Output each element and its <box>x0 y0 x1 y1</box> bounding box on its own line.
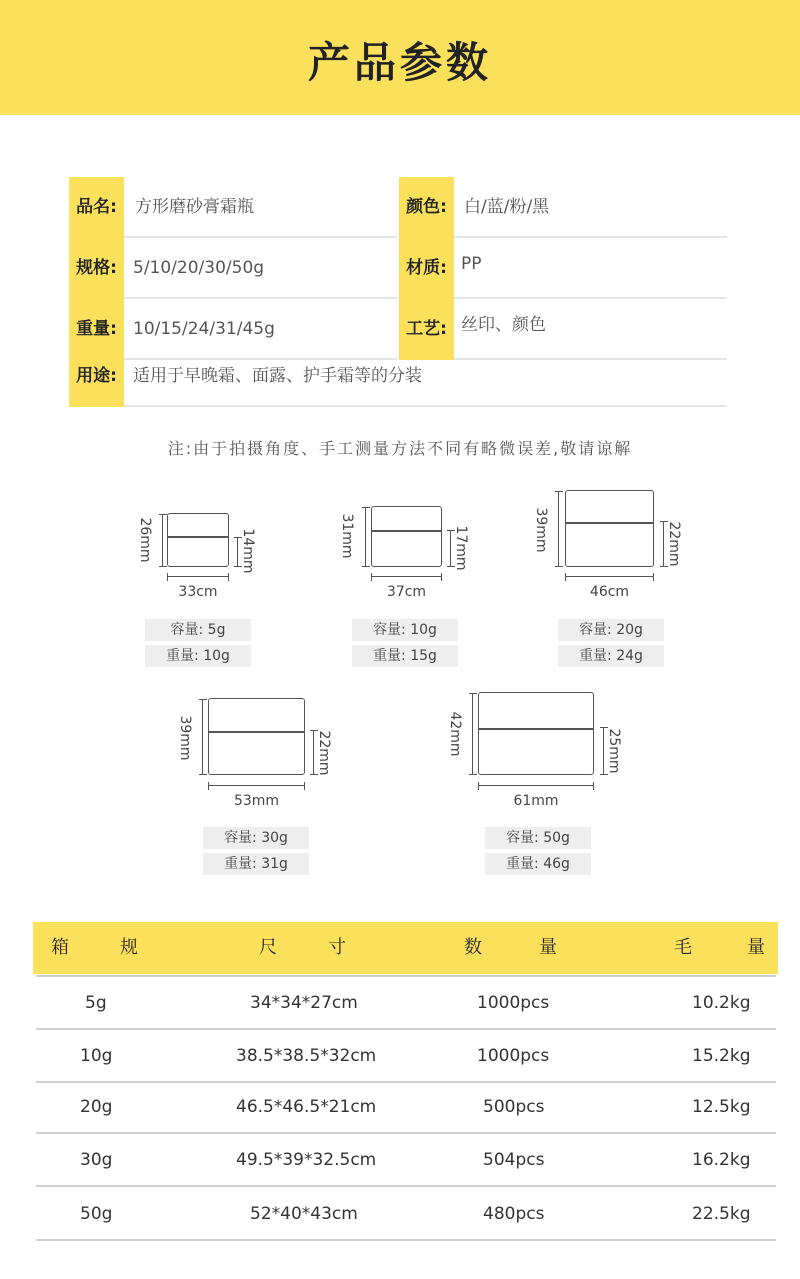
jar-height-label: 39mm <box>177 715 193 761</box>
header-char: 箱 <box>51 937 69 958</box>
cell-gross: 22.5kg <box>692 1204 751 1224</box>
capacity-badge: 容量: 30g <box>203 827 309 849</box>
spec-label-color: 颜色: <box>399 177 454 238</box>
jar-outline <box>478 692 594 775</box>
height-dimension <box>159 514 167 567</box>
jar-lid-line <box>479 728 593 730</box>
spec-value-name: 方形磨砂膏霜瓶 <box>135 197 254 217</box>
weight-badge: 重量: 24g <box>558 645 664 667</box>
jar-width-label: 53mm <box>233 793 280 809</box>
height-dimension <box>199 699 207 775</box>
capacity-badge: 容量: 50g <box>485 827 591 849</box>
cell-spec: 5g <box>85 993 107 1013</box>
cell-size: 49.5*39*32.5cm <box>236 1150 377 1170</box>
packing-table-header <box>33 922 778 974</box>
cell-qty: 1000pcs <box>477 1046 550 1066</box>
spec-value-size: 5/10/20/30/50g <box>133 258 265 278</box>
header-char: 规 <box>120 937 138 958</box>
header-char: 毛 <box>674 937 692 958</box>
jar-outline <box>208 698 305 775</box>
jar-lid-line <box>209 731 304 733</box>
measurement-note: 注:由于拍摄角度、手工测量方法不同有略微误差,敬请谅解 <box>167 439 633 458</box>
spec-value-material: PP <box>461 254 482 274</box>
cell-size: 34*34*27cm <box>250 993 358 1013</box>
jar-lid-line <box>566 522 653 524</box>
jar-lid-label: 17mm <box>453 525 469 571</box>
jar-outline <box>565 490 654 567</box>
capacity-badge: 容量: 10g <box>352 619 458 641</box>
table-row <box>36 977 776 1030</box>
spec-value-use: 适用于早晚霜、面露、护手霜等的分装 <box>133 366 422 386</box>
cell-gross: 16.2kg <box>692 1150 751 1170</box>
jar-outline <box>371 506 442 567</box>
cell-spec: 30g <box>80 1150 113 1170</box>
cell-size: 38.5*38.5*32cm <box>236 1046 377 1066</box>
cell-qty: 504pcs <box>483 1150 545 1170</box>
spec-value-weight: 10/15/24/31/45g <box>133 319 275 339</box>
jar-lid-line <box>372 530 441 532</box>
jar-height-label: 26mm <box>137 517 153 563</box>
header-char: 寸 <box>328 937 346 958</box>
header-char: 数 <box>464 937 482 958</box>
cell-qty: 500pcs <box>483 1097 545 1117</box>
header-char: 量 <box>539 937 557 958</box>
jar-height-label: 42mm <box>447 711 463 757</box>
header-banner <box>0 0 800 115</box>
jar-width-label: 61mm <box>513 793 559 809</box>
page-title: 产品参数 <box>307 38 492 87</box>
row-divider <box>36 1185 776 1187</box>
width-dimension <box>478 782 594 790</box>
row-divider <box>36 1239 776 1241</box>
jar-lid-label: 14mm <box>240 528 256 574</box>
width-dimension <box>208 782 305 790</box>
jar-height-label: 39mm <box>533 507 549 553</box>
height-dimension <box>555 491 563 567</box>
weight-badge: 重量: 46g <box>485 853 591 875</box>
spec-row-use <box>69 346 727 407</box>
cell-spec: 10g <box>80 1046 113 1066</box>
capacity-badge: 容量: 20g <box>558 619 664 641</box>
cell-spec: 50g <box>80 1204 113 1224</box>
jar-outline <box>167 513 229 567</box>
weight-badge: 重量: 10g <box>145 645 251 667</box>
jar-width-label: 46cm <box>589 584 630 600</box>
header-char: 量 <box>747 937 765 958</box>
weight-badge: 重量: 15g <box>352 645 458 667</box>
height-dimension <box>469 693 477 775</box>
table-row <box>36 1134 776 1187</box>
table-row <box>36 1030 776 1083</box>
jar-height-label: 31mm <box>339 513 355 559</box>
cell-gross: 15.2kg <box>692 1046 751 1066</box>
cell-qty: 480pcs <box>483 1204 545 1224</box>
jar-width-label: 33cm <box>178 584 218 600</box>
header-char: 尺 <box>259 937 277 958</box>
width-dimension <box>565 573 654 581</box>
cell-size: 52*40*43cm <box>250 1204 358 1224</box>
cell-qty: 1000pcs <box>477 993 550 1013</box>
spec-row-name <box>69 177 727 238</box>
spec-label-use: 用途: <box>69 346 124 407</box>
cell-gross: 12.5kg <box>692 1097 751 1117</box>
cell-spec: 20g <box>80 1097 113 1117</box>
width-dimension <box>371 573 442 581</box>
spec-label-craft: 工艺: <box>399 299 454 360</box>
jar-lid-line <box>168 536 228 538</box>
width-dimension <box>167 573 229 581</box>
spec-value-craft: 丝印、颜色 <box>461 315 546 335</box>
height-dimension <box>362 507 370 567</box>
cell-size: 46.5*46.5*21cm <box>236 1097 377 1117</box>
cell-gross: 10.2kg <box>692 993 751 1013</box>
spec-label-weight: 重量: <box>69 299 124 360</box>
capacity-badge: 容量: 5g <box>145 619 251 641</box>
table-row <box>36 1188 776 1241</box>
jar-lid-label: 22mm <box>316 730 332 776</box>
table-row <box>36 1081 776 1134</box>
spec-label-size: 规格: <box>69 238 124 299</box>
spec-row-size <box>69 238 727 299</box>
spec-value-color: 白/蓝/粉/黑 <box>464 197 550 217</box>
jar-lid-label: 25mm <box>606 728 622 774</box>
row-divider <box>124 405 727 407</box>
jar-lid-label: 22mm <box>666 521 682 567</box>
jar-width-label: 37cm <box>386 584 427 600</box>
spec-label-name: 品名: <box>69 177 124 238</box>
weight-badge: 重量: 31g <box>203 853 309 875</box>
spec-label-material: 材质: <box>399 238 454 299</box>
